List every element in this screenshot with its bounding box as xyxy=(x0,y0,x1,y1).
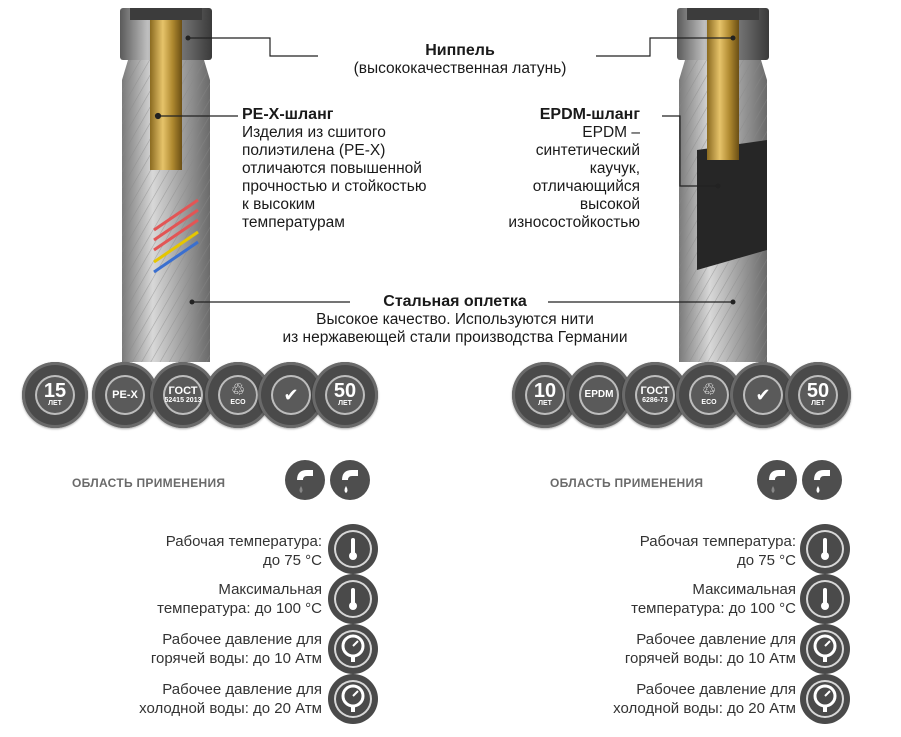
spec-hot-pressure xyxy=(534,630,796,668)
pex-desc-line: прочностью и стойкостью xyxy=(242,178,427,195)
thermometer-icon xyxy=(800,524,850,574)
spec-line: Рабочее давление для xyxy=(162,631,322,648)
epdm-desc-line: высокой xyxy=(579,196,640,213)
application-area-label: ОБЛАСТЬ ПРИМЕНЕНИЯ xyxy=(550,476,704,490)
nipple-desc: (высококачественная латунь) xyxy=(353,60,567,77)
spec-line: Рабочая температура: xyxy=(639,533,796,550)
pex-desc-line: Изделия из сшитого xyxy=(242,124,386,141)
epdm-desc-line: отличающийся xyxy=(532,178,640,195)
spec-line: Рабочее давление для xyxy=(162,681,322,698)
badge-value: ГОСТ xyxy=(640,385,670,397)
spec-max-temp xyxy=(534,580,796,618)
epdm-desc-line: синтетический xyxy=(535,142,640,159)
spec-working-temp xyxy=(60,532,322,570)
thermometer-icon xyxy=(328,574,378,624)
warranty-badge xyxy=(22,362,88,428)
spec-line: Максимальная xyxy=(692,581,796,598)
application-area-label: ОБЛАСТЬ ПРИМЕНЕНИЯ xyxy=(72,476,226,490)
thermometer-icon xyxy=(328,524,378,574)
spec-cold-pressure xyxy=(534,680,796,718)
epdm-desc-line: износостойкостью xyxy=(508,214,640,231)
hot-water-tap-icon xyxy=(285,460,325,500)
shield-check-icon: ✔ xyxy=(755,384,771,405)
pex-callout xyxy=(242,106,482,232)
spec-line: Рабочее давление для xyxy=(636,631,796,648)
spec-line: холодной воды: до 20 Атм xyxy=(139,700,322,717)
badge-unit: ECO xyxy=(701,399,717,406)
spec-max-temp xyxy=(60,580,322,618)
epdm-callout xyxy=(470,106,640,232)
spec-line: Максимальная xyxy=(218,581,322,598)
pressure-gauge-icon xyxy=(800,674,850,724)
badge-value: 15 xyxy=(43,380,67,402)
braid-title: Стальная оплетка xyxy=(383,293,527,310)
spec-cold-pressure xyxy=(60,680,322,718)
spec-working-temp xyxy=(534,532,796,570)
spec-line: горячей воды: до 10 Атм xyxy=(624,650,796,667)
spec-line: до 75 °С xyxy=(263,552,322,569)
badge-unit: ЛЕТ xyxy=(338,400,352,407)
epdm-desc-line: EPDM – xyxy=(582,124,640,141)
pex-title: PE-X-шланг xyxy=(242,106,334,123)
recycle-icon: ♲ xyxy=(701,382,717,399)
epdm-title: EPDM-шланг xyxy=(539,106,640,123)
badge-value: EPDM xyxy=(584,389,614,400)
hot-water-tap-icon xyxy=(757,460,797,500)
spec-line: холодной воды: до 20 Атм xyxy=(613,700,796,717)
pex-desc-line: температурам xyxy=(242,214,345,231)
epdm-desc-line: каучук, xyxy=(589,160,640,177)
spec-line: Рабочее давление для xyxy=(636,681,796,698)
pressure-gauge-icon xyxy=(800,624,850,674)
spec-line: до 75 °С xyxy=(737,552,796,569)
lifetime-badge xyxy=(785,362,851,428)
pex-desc-line: отличаются повышенной xyxy=(242,160,422,177)
lifetime-badge xyxy=(312,362,378,428)
badge-value: ГОСТ xyxy=(168,385,198,397)
nipple-title: Ниппель xyxy=(425,42,495,59)
badge-value: PE-X xyxy=(112,389,138,401)
pex-desc-line: к высоким xyxy=(242,196,316,213)
spec-line: температура: до 100 °С xyxy=(157,600,322,617)
thermometer-icon xyxy=(800,574,850,624)
pex-badge xyxy=(92,362,158,428)
pressure-gauge-icon xyxy=(328,674,378,724)
pressure-gauge-icon xyxy=(328,624,378,674)
recycle-icon: ♲ xyxy=(230,382,246,399)
badge-unit: ЛЕТ xyxy=(48,400,62,407)
cold-water-tap-icon xyxy=(802,460,842,500)
nipple-callout xyxy=(320,42,600,78)
spec-hot-pressure xyxy=(60,630,322,668)
badge-value: 50 xyxy=(806,380,830,402)
spec-line: горячей воды: до 10 Атм xyxy=(150,650,322,667)
badge-value: 10 xyxy=(533,380,557,402)
spec-line: Рабочая температура: xyxy=(165,533,322,550)
braid-desc-line: Высокое качество. Используются нити xyxy=(316,311,594,328)
badge-unit: ЛЕТ xyxy=(538,400,552,407)
badge-unit: ECO xyxy=(230,399,246,406)
badge-value: 50 xyxy=(333,380,357,402)
cold-water-tap-icon xyxy=(330,460,370,500)
badge-unit: 6286-73 xyxy=(642,397,668,404)
badge-unit: ЛЕТ xyxy=(811,400,825,407)
braid-desc-line: из нержавеющей стали производства Германии xyxy=(282,329,628,346)
pex-desc-line: полиэтилена (PE-X) xyxy=(242,142,386,159)
spec-line: температура: до 100 °С xyxy=(631,600,796,617)
shield-check-icon: ✔ xyxy=(283,384,299,405)
braid-callout xyxy=(240,293,670,347)
badge-unit: 52415 2013 xyxy=(164,397,202,404)
